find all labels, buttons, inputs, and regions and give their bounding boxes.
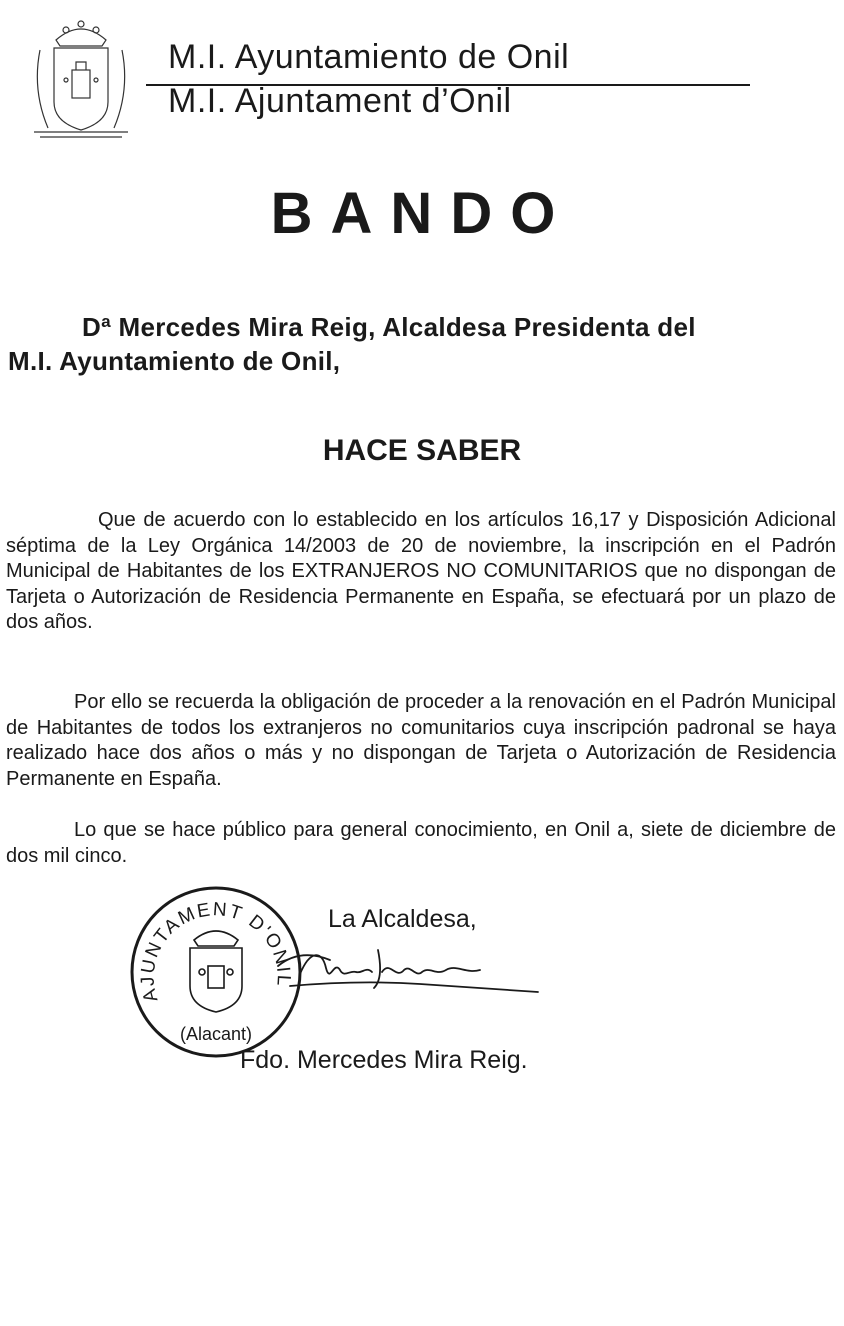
signed-by-line: Fdo. Mercedes Mira Reig. (240, 1046, 528, 1074)
paragraph-1: Que de acuerdo con lo establecido en los artículos 16,17 y Disposición Adicional séptima de la Ley Orgánica 14/2003 de 20 de noviembre, la inscripción en el Padrón Municipal de Habitantes de los EXTRANJEROS NO COMUNITARIOS que no dispongan de Tarjeta o Autorización de Residencia Permanente en España, se efectuará por un plazo de dos años. (6, 509, 836, 633)
paragraph-2: Por ello se recuerda la obligación de proceder a la renovación en el Padrón Municipal de Habitantes de todos los extranjeros no comunitarios cuya inscripción padronal se haya realizado hace dos años o más y no dispongan de Tarjeta o Autorización de Residencia Permanente en España. (6, 691, 836, 790)
signature-role: La Alcaldesa, (328, 905, 477, 933)
paragraph-3: Lo que se hace público para general conocimiento, en Onil a, siete de diciembre de dos mil cinco. (6, 819, 836, 867)
coat-of-arms-icon (26, 10, 136, 142)
mayor-line-1: Dª Mercedes Mira Reig, Alcaldesa Presidenta del (82, 312, 696, 342)
org-name-valencian: M.I. Ajuntament d’Onil (168, 82, 512, 120)
document-title: BANDO (270, 181, 574, 246)
mayor-line-2: M.I. Ayuntamiento de Onil, (8, 346, 341, 376)
handwritten-signature-icon (270, 930, 540, 1010)
svg-text:AJUNTAMENT D'ONIL: AJUNTAMENT D'ONIL (137, 899, 294, 1005)
svg-text:(Alacant): (Alacant) (179, 1024, 253, 1044)
announcement-heading: HACE SABER (322, 434, 522, 467)
org-name-spanish: M.I. Ayuntamiento de Onil (168, 38, 570, 76)
